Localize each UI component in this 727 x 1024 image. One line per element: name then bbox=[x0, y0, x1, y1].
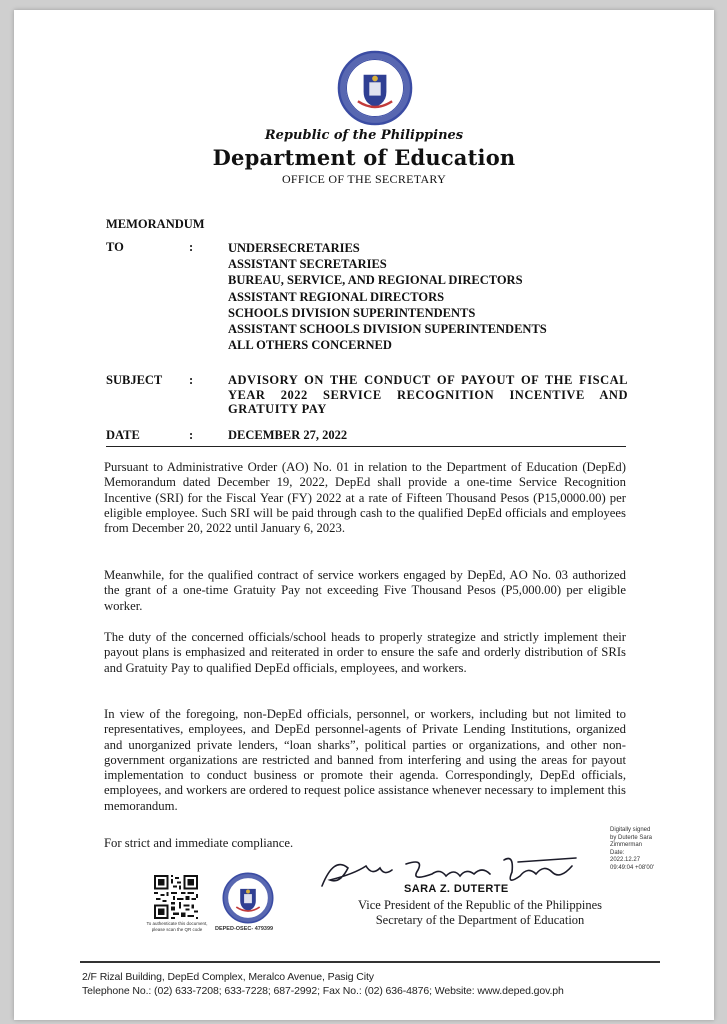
signatory-name: SARA Z. DUTERTE bbox=[404, 883, 509, 895]
digital-signature-block bbox=[610, 827, 654, 872]
paragraph-1: Pursuant to Administrative Order (AO) No. 01 in relation to the Department of Education (DepEd) Memorandum dated December 19, 2022, DepEd shall provide a one-time Service Recognition Incentive (SRI) for the Fiscal Year (FY) 2022 at a rate of Fifteen Thousand Pesos (P15,0000.00) per eligible employee. Such SRI will be paid through cash to the qualified DepEd officials and employees from December 20, 2022 until January 6, 2023. bbox=[104, 460, 626, 536]
deped-seal-stamp bbox=[222, 872, 274, 924]
recipient-item: ASSISTANT REGIONAL DIRECTORS bbox=[228, 289, 445, 304]
digital-signature-line: 2022.12.27 bbox=[610, 857, 641, 863]
deped-seal-logo bbox=[337, 50, 413, 126]
memo-type: MEMORANDUM bbox=[106, 217, 205, 231]
document-reference-number: DEPED-OSEC- 479399 bbox=[215, 926, 274, 932]
recipient-item: ALL OTHERS CONCERNED bbox=[228, 338, 392, 353]
signatory-title-2: Secretary of the Department of Education bbox=[375, 913, 585, 927]
subject-text: ADVISORY ON THE CONDUCT OF PAYOUT OF THE FISCAL YEAR 2022 SERVICE RECOGNITION INCENTIVE AND GRATUITY PAY bbox=[228, 373, 628, 416]
digital-signature-line: Digitally signed bbox=[610, 827, 651, 833]
qr-authentication-note bbox=[146, 921, 208, 932]
footer-divider bbox=[80, 961, 660, 963]
recipient-item: ASSISTANT SECRETARIES bbox=[228, 257, 387, 272]
digital-signature-line: 09:49:04 +08'00' bbox=[610, 864, 655, 871]
to-label: TO bbox=[106, 240, 124, 254]
qr-note-line: To authenticate this document, bbox=[146, 921, 208, 926]
recipient-item: BUREAU, SERVICE, AND REGIONAL DIRECTORS bbox=[228, 273, 523, 288]
footer-contact: Telephone No.: (02) 633-7208; 633-7228; 687-2992; Fax No.: (02) 636-4876; Website: www.deped.gov.ph bbox=[82, 985, 564, 997]
paragraph-3: The duty of the concerned officials/school heads to properly strategize and strictly implement their payout plans is emphasized and reiterated in order to ensure the safe and orderly distribution of SRIs and Gratuity Pay to qualified DepEd officials, employees, and workers. bbox=[104, 630, 626, 675]
memorandum-page bbox=[14, 10, 714, 1020]
to-colon: : bbox=[189, 240, 194, 254]
subject-colon: : bbox=[189, 373, 194, 387]
paragraph-2: Meanwhile, for the qualified contract of service workers engaged by DepEd, AO No. 03 authorized the grant of a one-time Gratuity Pay not exceeding Five Thousand Pesos (P5,000.00) per eligible worker. bbox=[104, 568, 626, 613]
closing-line: For strict and immediate compliance. bbox=[104, 836, 294, 850]
qr-code-icon bbox=[154, 875, 198, 919]
paragraph-4: In view of the foregoing, non-DepEd officials, personnel, or workers, including but not limited to representatives, employees, and DepEd personnel-agents of Private Lending Institutions, organized and unorganized private lenders, “loan sharks”, political parties or organizations, and other non-government organizations are restricted and banned from interfering and using the areas for payout implementation to conduct business or promote their agenda. Correspondingly, DepEd officials, employees, and workers are ordered to request police assistance whenever necessary to implement this memorandum. bbox=[104, 707, 626, 813]
date-label: DATE bbox=[106, 428, 140, 442]
recipient-list bbox=[228, 240, 547, 353]
department-heading: Department of Education bbox=[212, 145, 516, 170]
date-colon: : bbox=[189, 428, 194, 442]
digital-signature-line: Date: bbox=[610, 849, 625, 856]
digital-signature-line: by Duterte Sara bbox=[610, 834, 653, 841]
footer-address: 2/F Rizal Building, DepEd Complex, Meralco Avenue, Pasig City bbox=[82, 971, 374, 983]
recipient-item: UNDERSECRETARIES bbox=[228, 241, 360, 255]
memo-date: DECEMBER 27, 2022 bbox=[228, 428, 348, 442]
digital-signature-line: Zimmerman bbox=[610, 842, 643, 848]
qr-note-line: please scan the QR code bbox=[151, 926, 203, 932]
subject-label: SUBJECT bbox=[106, 373, 163, 387]
signatory-title-1: Vice President of the Republic of the Philippines bbox=[358, 898, 602, 912]
recipient-item: ASSISTANT SCHOOLS DIVISION SUPERINTENDENTS bbox=[228, 322, 547, 337]
republic-heading: Republic of the Philippines bbox=[264, 128, 464, 143]
office-heading: OFFICE OF THE SECRETARY bbox=[281, 172, 447, 186]
recipient-item: SCHOOLS DIVISION SUPERINTENDENTS bbox=[228, 305, 476, 320]
header-divider bbox=[106, 446, 626, 447]
